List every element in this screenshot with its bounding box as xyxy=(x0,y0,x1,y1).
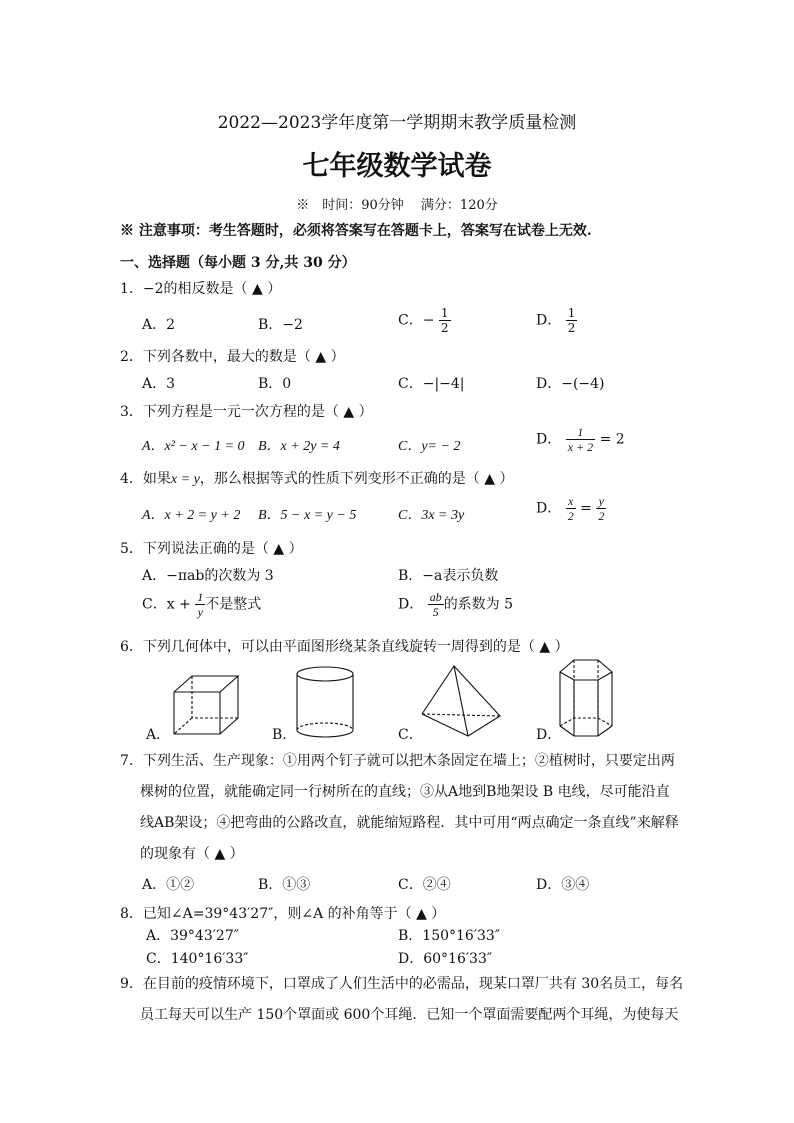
option-c xyxy=(142,590,261,619)
equation-tail: = 2 xyxy=(599,431,625,448)
option-label: D． xyxy=(536,500,562,517)
question-1 xyxy=(120,278,281,298)
option-d: D．−(−4) xyxy=(536,376,605,392)
fraction-denominator: 2 xyxy=(440,321,449,335)
option-d: D．③④ xyxy=(536,877,590,893)
question-stem: 下列几何体中，可以由平面图形绕某条直线旋转一周得到的是（ ▲ ） xyxy=(142,639,569,655)
option-c: C． xyxy=(398,727,423,743)
option-tail: 不是整式 xyxy=(205,596,262,613)
option-d xyxy=(398,590,513,619)
question-stem: −2的相反数是（ ▲ ） xyxy=(142,281,282,297)
option-c: C．3x = 3y xyxy=(398,508,465,523)
option-label: D． xyxy=(536,312,562,329)
equals-sign: = xyxy=(580,500,592,517)
option-a: A．−πab的次数为 3 xyxy=(142,568,274,584)
option-b: B．0 xyxy=(258,376,292,392)
question-stem: 下列方程是一元一次方程的是（ ▲ ） xyxy=(142,404,373,420)
option-label: D． xyxy=(398,596,424,613)
question-7 xyxy=(120,750,675,770)
question-stem-b: ，那么根据等式的性质下列变形不正确的是（ ▲ ） xyxy=(199,471,514,487)
fraction-denominator: 2 xyxy=(567,509,574,523)
fraction-denominator: y xyxy=(197,605,203,619)
question-line: 的现象有（ ▲ ） xyxy=(140,846,244,862)
option-c: C．−|−4| xyxy=(398,376,465,392)
question-stem: 下列各数中，最大的数是（ ▲ ） xyxy=(142,349,345,365)
option-a: A．2 xyxy=(142,317,176,333)
question-line: 员工每天可以生产 150个罩面或 600个耳绳．已知一个罩面需要配两个耳绳，为使每天 xyxy=(140,1007,679,1023)
option-d xyxy=(536,425,625,454)
option-b: B．①③ xyxy=(258,877,311,893)
question-number: 4． xyxy=(120,471,143,487)
option-a: A．39°43′27″ xyxy=(146,928,239,944)
question-3 xyxy=(120,401,373,421)
option-c: C．②④ xyxy=(398,877,451,893)
question-5 xyxy=(120,538,303,558)
option-d: D．60°16′33″ xyxy=(398,951,493,967)
option-a: A． xyxy=(146,727,171,743)
option-c: C．140°16′33″ xyxy=(146,951,249,967)
fraction-denominator: 5 xyxy=(432,605,439,619)
fraction-numerator: x xyxy=(566,494,576,509)
question-line: 线AB架设；④把弯曲的公路改直，就能缩短路程．其中可用“两点确定一条直线”来解释 xyxy=(140,815,679,831)
question-stem: 已知∠A=39°43′27″，则∠A 的补角等于（ ▲ ） xyxy=(142,906,446,922)
fraction-numerator: 1 xyxy=(567,306,576,320)
option-label: C．x + xyxy=(142,596,191,613)
option-b: B．−2 xyxy=(258,317,303,333)
option-b: B．5 − x = y − 5 xyxy=(258,508,357,523)
cylinder-icon xyxy=(292,664,358,742)
question-number: 8． xyxy=(120,906,143,922)
notice: ※ 注意事项：考生答题时，必须将答案写在答题卡上，答案写在试卷上无效. xyxy=(120,223,592,239)
option-b: B．−a表示负数 xyxy=(398,568,499,584)
fraction-denominator: x + 2 xyxy=(567,440,594,454)
option-c: C．y= − 2 xyxy=(398,439,461,454)
option-c xyxy=(398,306,451,335)
fraction-numerator: y xyxy=(596,494,606,509)
question-6 xyxy=(120,636,569,656)
option-b: B．150°16′33″ xyxy=(398,928,501,944)
option-a: A．x² − x − 1 = 0 xyxy=(142,439,245,454)
option-label: D． xyxy=(536,431,562,448)
fraction-numerator: ab xyxy=(429,590,442,604)
question-stem: 下列说法正确的是（ ▲ ） xyxy=(142,541,303,557)
question-number: 2． xyxy=(120,349,143,365)
fraction-numerator: 1 xyxy=(440,306,449,320)
time-info: ※ 时间：90分钟 满分：120分 xyxy=(296,198,498,213)
question-line: 在目前的疫情环境下，口罩成了人们生活中的必需品，现某口罩厂共有 30名员工，每名 xyxy=(142,976,684,992)
exam-subtitle: 2022—2023学年度第一学期期末教学质量检测 xyxy=(217,113,577,133)
option-d xyxy=(536,494,606,523)
question-number: 6． xyxy=(120,639,143,655)
question-number: 9． xyxy=(120,976,143,992)
fraction-numerator: 1 xyxy=(197,590,204,604)
question-4 xyxy=(120,468,513,488)
section-heading: 一、选择题（每小题 3 分,共 30 分） xyxy=(120,255,356,271)
option-tail: 的系数为 5 xyxy=(443,596,514,613)
hexagonal-prism-icon xyxy=(556,656,616,742)
option-d xyxy=(536,306,577,335)
option-a: A．①② xyxy=(142,877,195,893)
fraction-denominator: 2 xyxy=(567,321,576,335)
option-label: C．− xyxy=(398,312,435,329)
question-stem-var: x = y xyxy=(170,472,200,487)
question-number: 1． xyxy=(120,281,143,297)
exam-title: 七年级数学试卷 xyxy=(302,151,492,182)
fraction-denominator: 2 xyxy=(598,509,605,523)
option-a: A．3 xyxy=(142,376,176,392)
option-a: A．x + 2 = y + 2 xyxy=(142,508,241,523)
question-line: 棵树的位置，就能确定同一行树所在的直线；③从A地到B地架设 B 电线，尽可能沿直 xyxy=(140,784,670,800)
question-line: 下列生活、生产现象：①用两个钉子就可以把木条固定在墙上；②植树时，只要定出两 xyxy=(142,753,675,769)
question-number: 7． xyxy=(120,753,143,769)
question-number: 3． xyxy=(120,404,143,420)
option-b: B．x + 2y = 4 xyxy=(258,439,340,454)
cube-icon xyxy=(170,672,242,738)
tetrahedron-icon xyxy=(418,662,504,740)
question-9 xyxy=(120,973,683,993)
question-8 xyxy=(120,903,445,923)
question-2 xyxy=(120,346,345,366)
option-b: B． xyxy=(272,727,297,743)
question-number: 5． xyxy=(120,541,143,557)
question-stem-a: 如果 xyxy=(142,471,171,487)
fraction-numerator: 1 xyxy=(566,425,595,440)
option-d: D． xyxy=(536,727,562,743)
